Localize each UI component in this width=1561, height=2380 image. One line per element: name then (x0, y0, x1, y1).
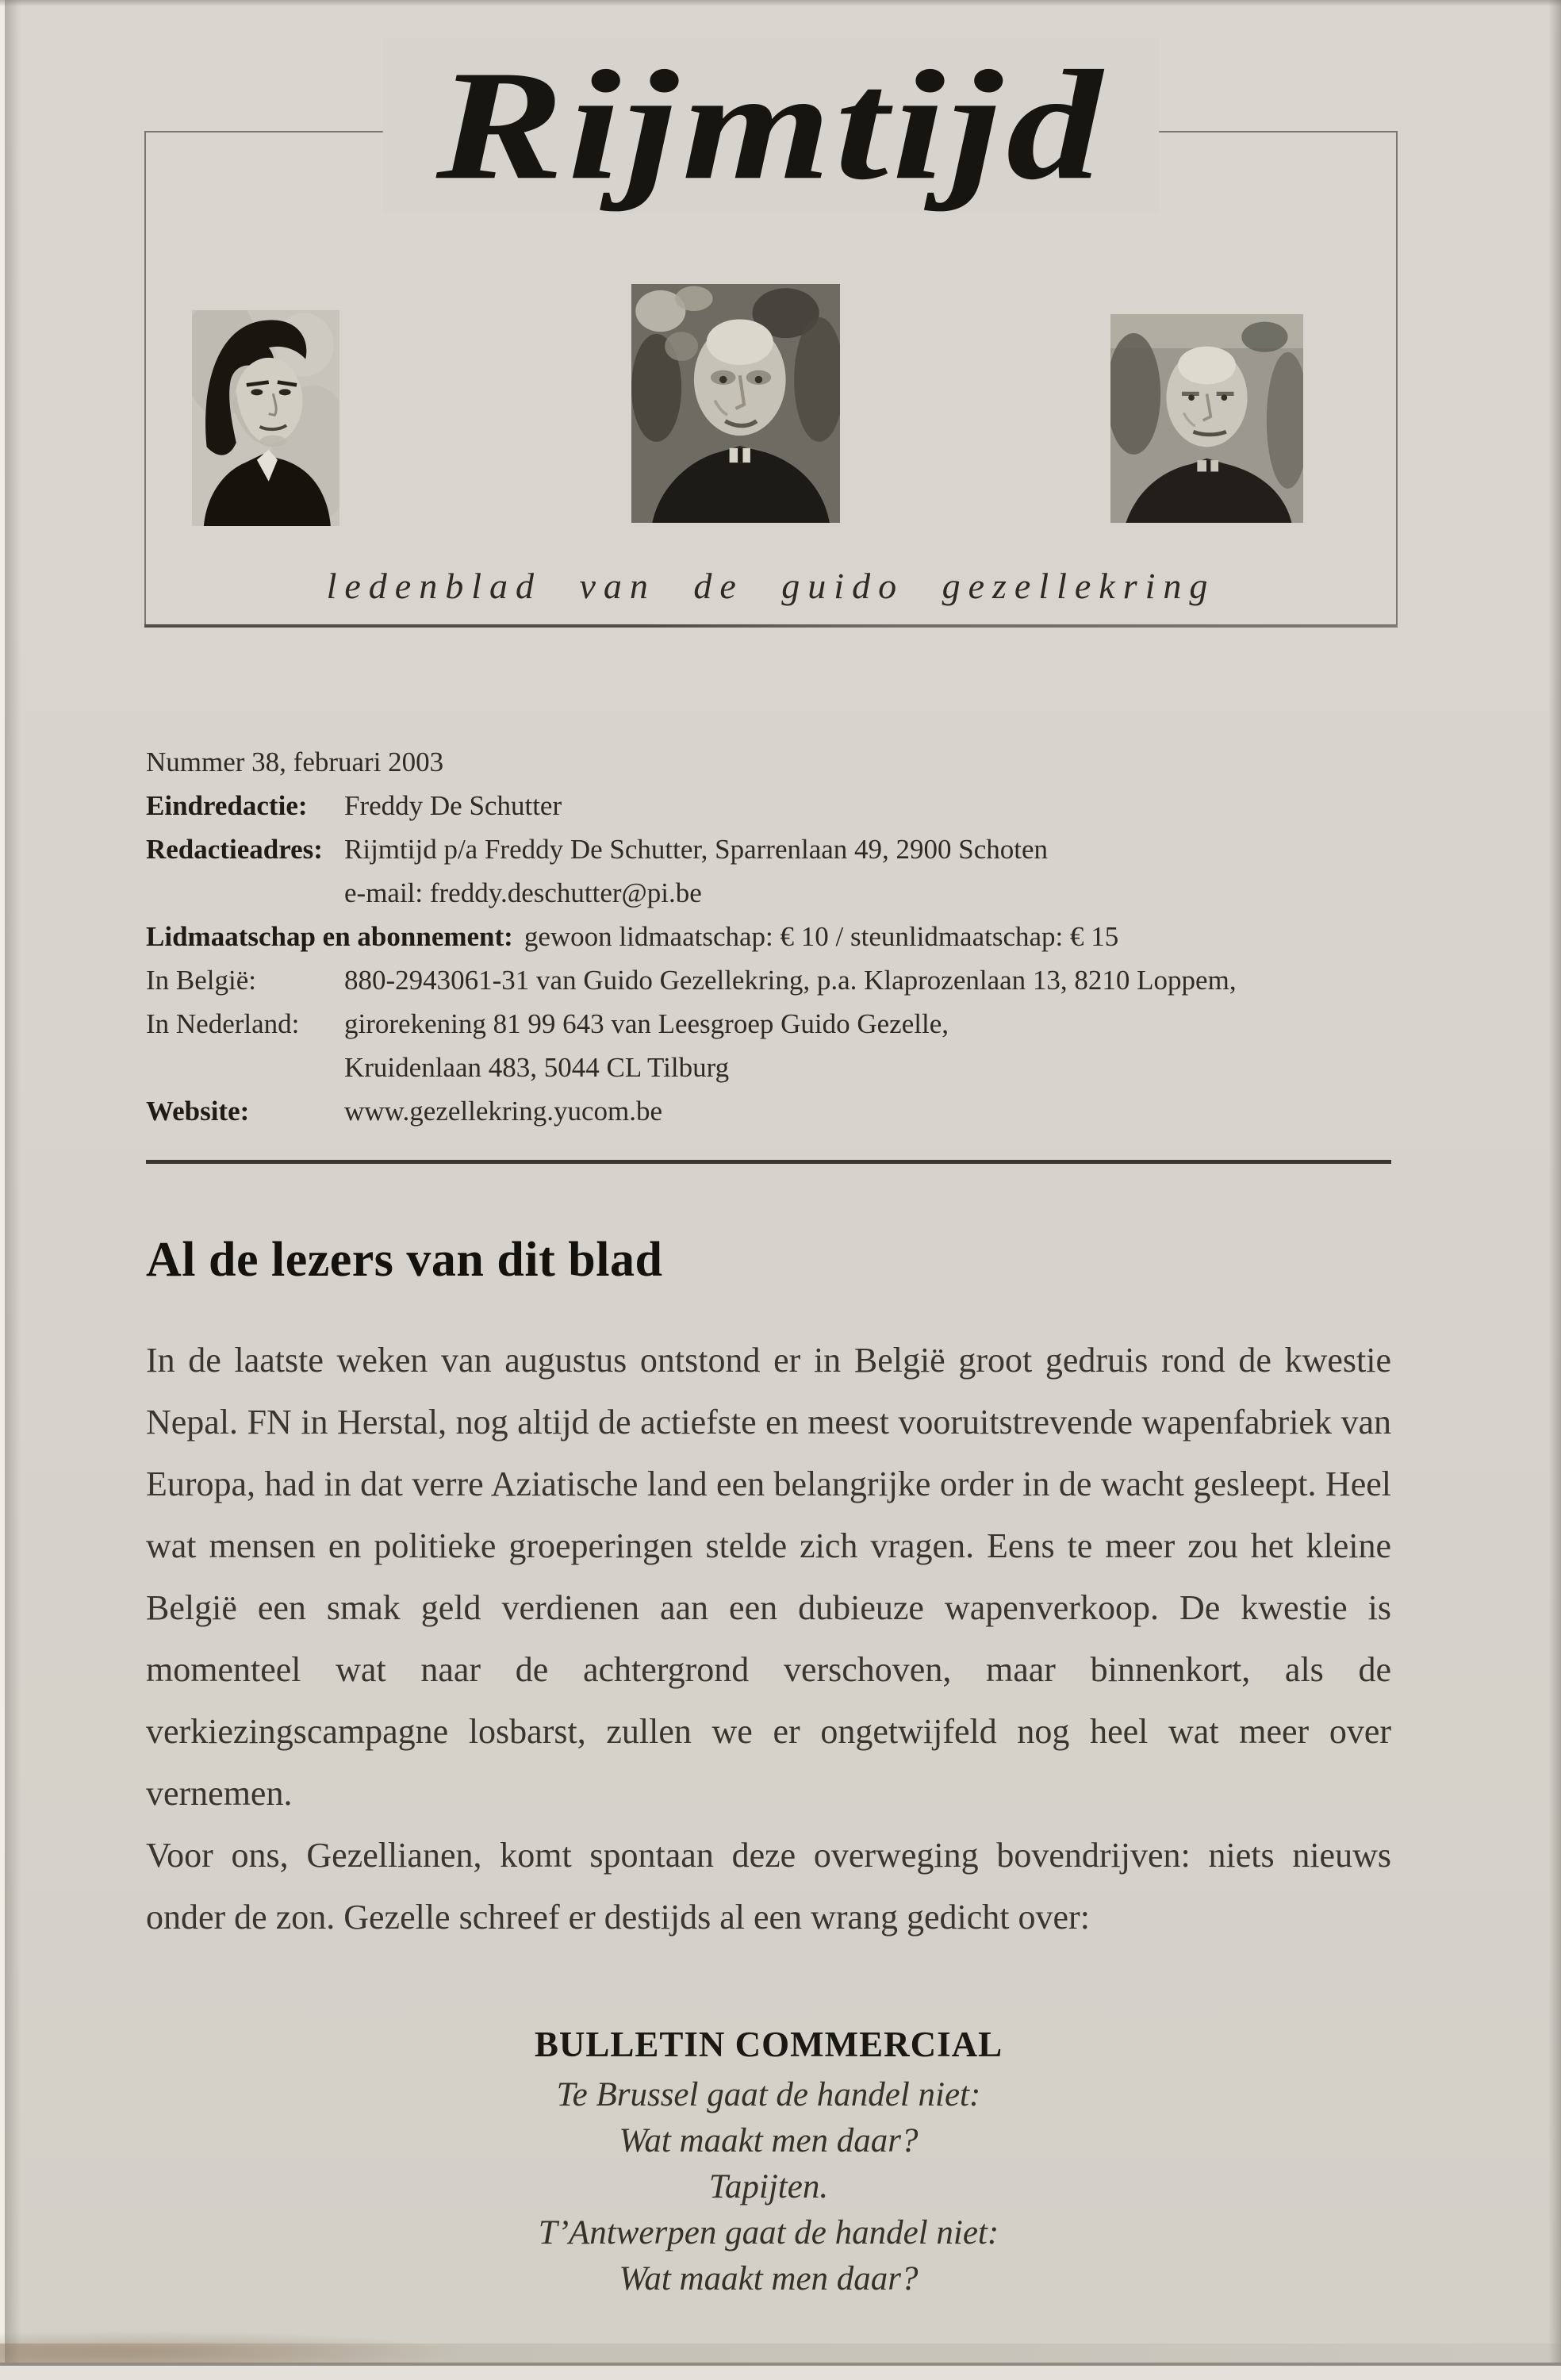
info-value: Kruidenlaan 483, 5044 CL Tilburg (344, 1052, 730, 1083)
info-value: www.gezellekring.yucom.be (344, 1096, 663, 1127)
gezelle-portrait-middle-aged-image (631, 284, 840, 523)
issue-number-line: Nummer 38, februari 2003 (146, 747, 444, 777)
info-row-email (146, 871, 1402, 915)
gezelle-portrait-elderly (1110, 314, 1303, 523)
gezelle-portrait-young (192, 310, 339, 526)
info-row-lidmaatschap (146, 915, 1402, 958)
info-label (146, 871, 344, 915)
info-value: e-mail: freddy.deschutter@pi.be (344, 877, 702, 908)
info-row-redactieadres (146, 827, 1402, 871)
poem-line: Tapijten. (708, 2168, 829, 2205)
article-body (146, 1330, 1391, 1948)
poem-title: BULLETIN COMMERCIAL (534, 2025, 1003, 2064)
article-paragraph: Voor ons, Gezellianen, komt spontaan deze overweging bovendrijven: niets nieuws onder de zon. Gezelle schreef er destijds al een wrang gedicht over: (146, 1836, 1391, 1937)
poem-line: Wat maakt men daar? (619, 2122, 919, 2159)
scan-edge-top-shadow (0, 0, 1561, 6)
masthead-box (144, 38, 1398, 628)
newsletter-subtitle: ledenblad van de guido gezellekring (326, 566, 1216, 606)
gezelle-portrait-middle-aged (631, 284, 840, 523)
poem-line: Te Brussel gaat de handel niet: (556, 2076, 981, 2113)
info-row-nederland (146, 1002, 1402, 1046)
gezelle-portrait-young-image (192, 310, 339, 526)
info-value: girorekening 81 99 643 van Leesgroep Guido Gezelle, (344, 1008, 949, 1039)
scan-paper-bottom-band (0, 2344, 1561, 2364)
info-label: Website: (146, 1096, 250, 1127)
issue-info (146, 740, 1402, 1133)
masthead-box-bottom-border (144, 624, 1398, 628)
info-value: Rijmtijd p/a Freddy De Schutter, Sparrenlaan 49, 2900 Schoten (344, 834, 1049, 865)
poem-line: T’Antwerpen gaat de handel niet: (538, 2214, 999, 2251)
scan-edge-right-shadow (1548, 0, 1561, 2380)
section-divider-rule (146, 1160, 1391, 1164)
info-label: In België: (146, 965, 256, 996)
info-row-website (146, 1089, 1402, 1133)
info-label: Lidmaatschap en abonnement: (146, 921, 513, 952)
info-label: In Nederland: (146, 1008, 300, 1039)
scanner-background-strip (0, 2366, 1561, 2380)
info-value: gewoon lidmaatschap: € 10 / steunlidmaatschap: € 15 (524, 921, 1119, 952)
info-row-eindredactie (146, 784, 1402, 827)
article-paragraph: In de laatste weken van augustus ontstond er in België groot gedruis rond de kwestie Nepal. FN in Herstal, nog altijd de actiefste en meest vooruitstrevende wapenfabriek van Europa, had in dat verre Aziatische land een belangrijke order in de wacht gesleept. Heel wat mensen en politieke groeperingen stelde zich vragen. Eens te meer zou het kleine België een smak geld verdienen aan een dubieuze wapenverkoop. De kwestie is momenteel wat naar de achtergrond verschoven, maar binnenkort, als de verkiezingscampagne losbarst, zullen we er ongetwijfeld nog heel wat meer over vernemen. (146, 1341, 1391, 1813)
info-value: 880-2943061-31 van Guido Gezellekring, p.a. Klaprozenlaan 13, 8210 Loppem, (344, 965, 1237, 996)
scan-edge-left-shadow (5, 0, 21, 2380)
info-label (146, 1046, 344, 1089)
info-row-belgie (146, 958, 1402, 1002)
article-heading: Al de lezers van dit blad (146, 1233, 663, 1287)
gezelle-portrait-elderly-image (1110, 314, 1303, 523)
poem-line: Wat maakt men daar? (619, 2260, 919, 2297)
poem (146, 2021, 1391, 2302)
info-label: Redactieadres: (146, 834, 323, 865)
newsletter-title: Rijmtijd (383, 37, 1160, 213)
info-value: Freddy De Schutter (344, 790, 562, 821)
article (146, 1160, 1391, 2302)
info-label: Eindredactie: (146, 790, 308, 821)
info-row-nederland-adres (146, 1046, 1402, 1089)
